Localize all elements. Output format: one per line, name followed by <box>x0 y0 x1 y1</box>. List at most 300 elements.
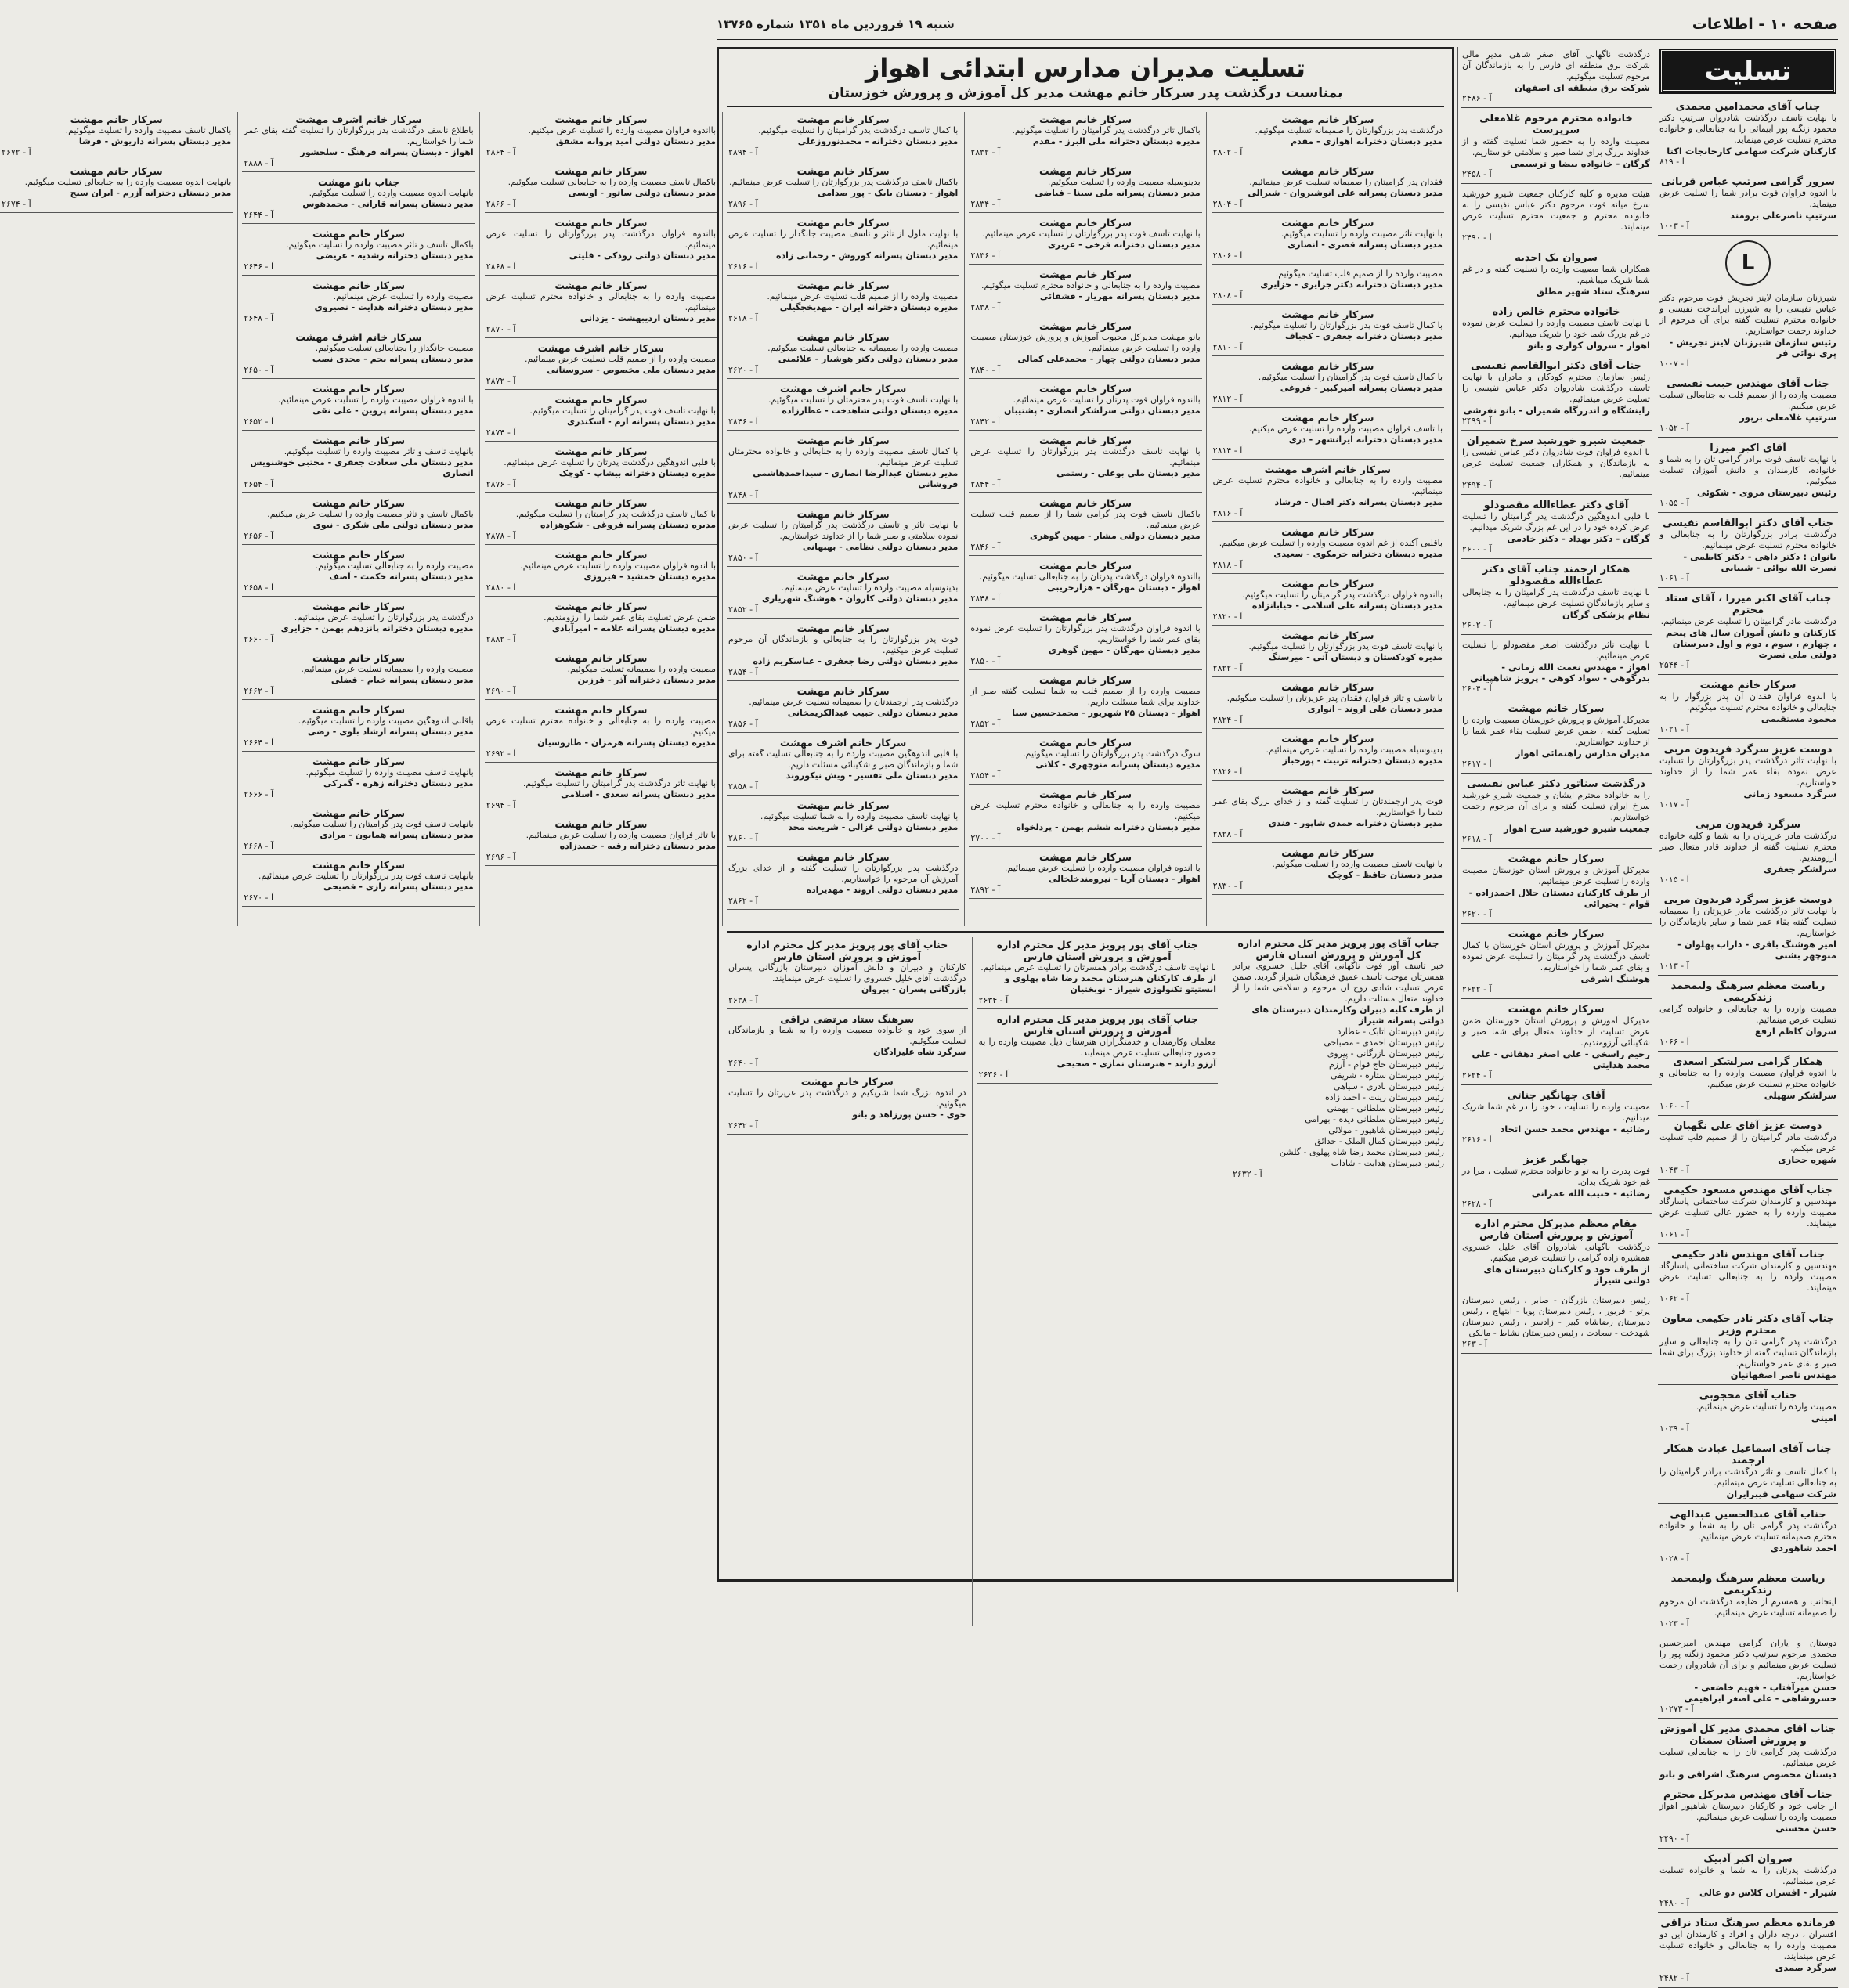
condolence-entry <box>727 330 959 379</box>
principal-list-line: رئیس دبیرستان احمدی - مصباحی <box>1324 1037 1444 1048</box>
notice-title: سرکار خانم مهشت <box>796 799 890 811</box>
notice-title: جناب آقای مهندس نادر حکیمی <box>1671 1249 1825 1261</box>
notice-signature: مدیر دبستان دخترانه ششم بهمن - پردلخواه <box>1016 822 1201 832</box>
notice-signature: دبستان مخصوص سرهنگ اشراقی و بانو <box>1659 1769 1836 1780</box>
notice-body: درگذشت پدر گرامی تان را به شما و خانواده محترم صمیمانه تسلیت عرض مینمائیم. <box>1659 1521 1836 1542</box>
condolence-entry <box>242 702 475 752</box>
issue-date: شنبه ۱۹ فروردین ماه ۱۳۵۱ شماره ۱۳۷۶۵ <box>717 17 955 31</box>
notice-body: باکمال تاسف مصیبت وارده را به جنابعالی تسلیت میگوئیم. <box>507 177 717 187</box>
notice <box>1461 1216 1652 1290</box>
condolence-entry <box>242 547 475 597</box>
condolence-entry <box>1212 462 1444 522</box>
notice-body: با کمال تاسف درگذشت پدر گرامیتان را تسلیت میگوئیم. <box>515 509 717 519</box>
notice-body: بااندوه فراوان درگذشت پدر گرامیتان را تسلیت میگوئیم. <box>1242 590 1443 600</box>
notice-body: با نهایت تاثر درگذشت پدر گرامیتان را تسلیت میگوئیم. <box>522 778 717 788</box>
notice-signature: سرگرد صمدی <box>1775 1962 1836 1973</box>
condolence-entry <box>969 850 1201 899</box>
notice-code: آ - ۲۴۸۶ <box>1462 93 1492 103</box>
notice-signature: اهواز - سروان کواری و بانو <box>1527 340 1650 351</box>
condolence-entry <box>727 937 968 1009</box>
condolence-entry <box>485 164 717 213</box>
notice-body: باکمال تاسف درگذشت پدر بزرگوارتان را تسلیت عرض مینمائیم. <box>729 177 959 187</box>
notice-body: مصیبت وارده را به جنابعالی و خانواده محترم تسلیت عرض میکنیم. <box>486 716 717 737</box>
notice-body: مصیبت وارده را به حضور شما تسلیت گفته و از خداوند بزرگ برای شما صبر و سلامتی خواستاریم. <box>1462 136 1650 157</box>
notice <box>1461 186 1652 247</box>
notice <box>1658 892 1838 976</box>
notice-title: سرکار خانم مهشت <box>312 807 406 819</box>
notice-code: آ - ۲۸۰۸ <box>1212 290 1243 301</box>
notice-body: درگذشت پدر بزرگوارتان را صمیمانه تسلیت میگوئیم. <box>1255 125 1443 135</box>
notice-code: آ - ۲۶۶۸ <box>244 841 274 851</box>
notice-title: سرکار خانم مهشت <box>796 571 890 583</box>
notice-title: سرکار خانم مهشت <box>1038 114 1132 125</box>
notice-title: جناب آقای پور پرویز مدیر کل محترم اداره آموزش و پرورش استان فارس <box>996 1013 1198 1037</box>
notice-title: جناب آقای دکتر ابوالقاسم نفیسی <box>1470 360 1642 372</box>
condolence-entry <box>969 496 1201 556</box>
lions-club-emblem-icon: L <box>1725 240 1771 286</box>
notice-code: آ - ۲۶۱۶ <box>728 262 758 272</box>
notice-code: آ - ۲۶۰۲ <box>1462 620 1492 630</box>
condolence-entry <box>485 392 717 442</box>
notice-title: سرکار خانم اشرف مهشت <box>537 342 664 354</box>
notice-signature: مدیر دبستان دخترانه هدایت - نصیروی <box>314 302 474 312</box>
notice-signature: کارکنان شرکت سهامی کارخانجات اکتا <box>1667 146 1836 157</box>
notice-title: سرکار خانم مهشت <box>1508 703 1605 715</box>
notice-body: بانو مهشت مدیرکل محبوب آموزش و پرورش خوزستان مصیبت وارده را تسلیت عرض مینمائیم. <box>970 332 1201 353</box>
notice-body: درگذشت مادر گرامیتان را تسلیت عرض مینمائیم. <box>1660 616 1836 626</box>
notice-signature: مدیره دبستان دخترانه ملی البرز - مقدم <box>1032 136 1201 146</box>
condolence-entry <box>727 433 959 504</box>
notice-signature: هوشنگ اشرفی <box>1580 973 1650 984</box>
notice-code: آ - ۲۶۱۸ <box>728 313 758 323</box>
notice-signature: اهواز - دبستان بابک - پور صدامی <box>818 188 959 198</box>
notice-body: بااندوه فراوان درگذشت پدر بزرگوارتان را تسلیت عرض مینمائیم. <box>486 229 717 250</box>
notice-body: با نهایت ملول از تاثر و تاسف مصیبت جانگداز را تسلیت عرض مینمائیم. <box>728 229 959 250</box>
notice-body: مصیبت وارده را به جنابعالی و خانواده گرامی تسلیت عرض مینمائیم. <box>1659 1004 1836 1025</box>
notice-body: درگذشت پدرتان را به شما و خانواده تسلیت عرض مینمائیم. <box>1659 1865 1836 1886</box>
condolence-entry <box>727 112 959 161</box>
notice-signature: مدیره دبستان دخترانه خرمکوی - سعیدی <box>1273 549 1443 559</box>
notice-signature: کارکنان و دانش آموزان سال های پنجم ، چهارم ، سوم ، دوم و اول دبیرستان دولتی ملی نصرت <box>1665 627 1836 660</box>
condolence-entry <box>727 215 959 276</box>
notice-code: آ - ۱۰۲۱ <box>1659 724 1689 734</box>
notice-body: با نهایت تاسف درگذشت پدر گرامیتان را به جنابعالی و سایر بازماندگان تسلیت عرض مینمائیم. <box>1462 587 1650 608</box>
notice-signature: حسن محسنی <box>1775 1823 1836 1834</box>
notice-title: سرکار خانم اشرف مهشت <box>780 737 907 749</box>
notice-title: سرکار خانم مهشت <box>312 704 406 716</box>
notice-signature: مدیر دبستان ملی بوعلی - رستمی <box>1056 468 1201 478</box>
condolence-entry <box>1212 164 1444 213</box>
condolence-entry <box>0 164 233 213</box>
notice-body: مصیبت وارده را صمیمانه تسلیت میگوئیم. <box>567 664 717 674</box>
notice-signature: سرلشکر سهیلی <box>1764 1090 1836 1101</box>
notice-body: با نهایت تاسف فوت پدر بزرگوارتان را تسلیت عرض مینمائیم. <box>982 229 1201 239</box>
notice-code: آ - ۱۰۱۷ <box>1659 799 1689 810</box>
notice-title: سرکار خانم مهشت <box>800 1076 894 1088</box>
notice-signature: مدیر دبستان دولتی امید پروانه مشفق <box>555 136 717 146</box>
notice-body: با نهایت تاسف فوت پدر بزرگوارتان را تسلیت میگوئیم. <box>1248 641 1443 651</box>
notice-body: با نهایت تاسف مصیبت وارده را به شما تسلیت میگوئیم. <box>760 811 959 821</box>
notice-title: سرکار خانم اشرف مهشت <box>295 331 422 343</box>
notice-title: سرکار خانم مهشت <box>796 165 890 177</box>
condolence-entry <box>242 226 475 276</box>
condolence-entry <box>727 798 959 847</box>
notice-title: سرکار خانم مهشت <box>796 331 890 343</box>
condolence-entry <box>1212 628 1444 677</box>
notice-code: آ - ۲۴۹۰ <box>1659 1834 1689 1844</box>
middle-column <box>1461 47 1652 1592</box>
notice-title: سرکار خانم مهشت <box>1508 1004 1605 1016</box>
condolence-entry <box>727 569 959 619</box>
notice-body: رئیس دبیرستان بازرگان - صابر ، رئیس دبیرستان پرتو - فریور ، رئیس دبیرستان پویا - ابتهاج ، رئیس دبیرستان رضاشاه کبیر - زادسر ، رئیس دبیرستان شهدخت - سعادت ، رئیس دبیرستان نشاط - مالکی <box>1462 1295 1650 1338</box>
notice-signature: مدیر دبستان دولتی حبیب عبدالکریمخانی <box>787 708 959 718</box>
notice-signature: مدیر دبستان دولتی چهار - محمدعلی کمالی <box>1017 354 1201 364</box>
notice-title: جناب آقای پور پرویز مدیر کل محترم اداره آموزش و پرورش استان فارس <box>746 939 948 962</box>
notice-code: آ - ۲۴۹۹ <box>1462 416 1492 426</box>
entries-grid <box>2 112 1444 926</box>
notice-signature: سرهنگ ستاد شهیر مطلق <box>1536 286 1650 297</box>
notice-title: دوست عزیز سرگرد فریدون مربی <box>1663 894 1833 906</box>
notice-title: سرکار خانم مهشت <box>312 228 406 240</box>
notice-title: جناب آقای مهندس مسعود حکیمی <box>1663 1185 1833 1196</box>
notice-body: مصیبت وارده را صمیمانه به جنابعالی تسلیت میگوئیم. <box>767 343 959 353</box>
condolence-entry <box>969 319 1201 379</box>
notice-code: آ - ۲۶۵۶ <box>244 531 274 541</box>
notice-code: آ - ۲۸۴۸ <box>970 594 1001 604</box>
notice-code: آ - ۲۸۶۴ <box>486 147 516 157</box>
notice-code: آ - ۲۶۵۸ <box>244 583 274 593</box>
notice-code: آ - ۱۰۵۵ <box>1659 498 1689 508</box>
notice-code: آ - ۲۶۲۸ <box>1462 1199 1492 1209</box>
notice-body: هیئت مدیره و کلیه کارکنان جمعیت شیرو خورشید سرخ میانه فوت مرحوم دکتر عباس نفیسی را به خانواده محترم و جمعیت محترم تسلیت عرض مینمایند. <box>1462 189 1650 232</box>
notice-title: جهانگیر عزیز <box>1523 1154 1589 1166</box>
condolence-entry <box>485 765 717 814</box>
notice <box>1658 376 1838 438</box>
notice-body: بانهایت تاسف فوت پدر بزرگوارتان را تسلیت عرض مینمائیم. <box>258 871 474 881</box>
notice-code: آ - ۲۸۹۶ <box>728 199 758 209</box>
notice-code: آ - ۲۸۳۰ <box>1212 881 1243 891</box>
condolence-entry <box>1212 307 1444 356</box>
notice-body: باکمال تاسف و تاثر مصیبت وارده را تسلیت میگوئیم. <box>286 240 474 250</box>
notice-signature: مدیر دبستان دخترانه آذر - فرزین <box>577 675 717 685</box>
condolence-entry <box>485 215 717 276</box>
notice-code: آ - ۲۶۹۴ <box>486 800 516 810</box>
notice-signature: مدیر دبستان پسرانه حکمت - آصف <box>329 572 474 582</box>
notice-title: سرکار خانم مهشت <box>1699 680 1797 691</box>
notice-title: سرهنگ ستاد مرتضی نراقی <box>780 1013 915 1025</box>
notice-signature: مدیره دبستان دخترانه ایران - مهدیخجگیلی <box>779 302 959 312</box>
notice-body: فوت پدر بزرگوارتان را به جنابعالی و بازماندگان آن مرحوم تسلیت عرض میکنیم. <box>728 634 959 655</box>
notice-signature: مدیر دبستان ملی مخصوص - سروستانی <box>547 365 717 375</box>
notice-signature: مدیر دبستان دخترانه حمدی شاپور - قندی <box>1268 818 1443 828</box>
notice-title: مقام معظم مدیرکل محترم اداره آموزش و پرورش استان فارس <box>1475 1218 1638 1242</box>
notice-body: با نهایت تاثر درگذشت اصغر مقصودلو را تسلیت عرض مینمائیم. <box>1462 640 1650 661</box>
notice-code: آ - ۱۰۰۷ <box>1659 359 1689 369</box>
notice-title: جناب آقای پور پرویز مدیر کل محترم اداره آموزش و پرورش استان فارس <box>996 939 1198 962</box>
notice-signature: مدیر دبستان حافظ - کوچک <box>1327 870 1443 880</box>
notice-signature: مدیره دبستان پسرانه منوچهری - کلانی <box>1035 759 1201 770</box>
notice-code: آ - ۱۰۳۹ <box>1659 1423 1689 1434</box>
notice-signature: مدیر دبستان دخترانه - محمدنوروزعلی <box>797 136 959 146</box>
notice-title: سرکار خانم مهشت <box>1281 785 1374 796</box>
notice-body: با تاسف و تاثر فراوان فقدان پدر عزیزتان را تسلیت میگوئیم. <box>1226 693 1443 703</box>
notice-signature: مدیر دبستان دخترانه رقیه - حمیدزاده <box>559 841 717 851</box>
condolence-entry <box>969 433 1201 493</box>
notice <box>1461 1001 1652 1085</box>
notice <box>1461 1152 1652 1214</box>
condolence-entry <box>485 651 717 700</box>
notice-title: سرکار خانم مهشت <box>554 704 648 716</box>
notice-title: سرکار خانم مهشت <box>1038 165 1132 177</box>
notice-body: باطلاع ناسف درگذشت پدر بزرگوارتان را تسلیت گفته بقای عمر شما را خواستاریم. <box>244 125 474 146</box>
notice-code: آ - ۲۸۳۶ <box>970 251 1001 261</box>
notice-title: جناب آقای محمدامین محمدی <box>1675 101 1821 113</box>
notice-title: سرکار خانم مهشت <box>1281 526 1374 538</box>
notice-signature: بانوان : دکتر داهی - دکتر کاظمی - نصرت الله نوائی - شیبانی <box>1683 551 1836 573</box>
notice-title: آقای دکتر عطاءالله مقصودلو <box>1483 500 1629 511</box>
notice-signature: سرلشکر جعفری <box>1763 864 1836 875</box>
notice-title: سرکار خانم مهشت <box>554 114 648 125</box>
notice-title: سرکار خانم مهشت <box>554 217 648 229</box>
notice-title: سرکار خانم مهشت <box>1038 497 1132 509</box>
condolence-entry <box>485 817 717 866</box>
notice-body: افسران ، درجه داران و افراد و کارمندان این دو مصیبت وارده را به جنابعالی و خانواده تسلیت عرض مینمایند. <box>1659 1929 1836 1961</box>
notice-title: سرکار خانم مهشت <box>554 497 648 509</box>
notice-title: سرکار خانم مهشت <box>1038 320 1132 332</box>
notice-code: آ - ۱۰۶۱ <box>1659 1229 1689 1239</box>
notice-title: سرکار خانم مهشت <box>1281 578 1374 590</box>
notice-title: سرکار خانم مهشت <box>312 756 406 767</box>
notice-code: آ - ۲۸۲۰ <box>1212 612 1243 622</box>
notice-body: باکمال تاثر درگذشت پدر گرامیتان را تسلیت میگوئیم. <box>1012 125 1201 135</box>
notice-body: با کمال تاسف درگذشت پدر گرامیتان را تسلیت میگوئیم. <box>758 125 959 135</box>
notice-signature: مدیر دبستان ملی تفسیر - ویش نیکوروند <box>785 770 959 781</box>
notice-signature: مدیر دبستان دولتی سرلشکر انصاری - پشتیبان <box>1003 406 1201 416</box>
notice-code: آ - ۱۰۶۲ <box>1659 1293 1689 1304</box>
middle-notice-list <box>1461 47 1652 1354</box>
notice-body: با نهایت تاسف مصیبت وارده را تسلیت میگوئیم. <box>1272 859 1443 869</box>
lower-notice-list <box>727 937 1218 1626</box>
notice-code: آ - ۲۸۵۲ <box>970 719 1001 729</box>
condolence-entry <box>969 787 1201 847</box>
notice <box>1461 1088 1652 1149</box>
notice <box>1461 304 1652 355</box>
notice-body: مصیبت وارده را از صمیم قلب تسلیت میگوئیم. <box>1275 269 1443 279</box>
notice <box>1658 1721 1838 1784</box>
notice-body: با نهایت تاسف مصیبت وارده را تسلیت عرض نموده در غم بزرگ شما خود را شریک میدانیم. <box>1462 318 1650 339</box>
notice-code: آ - ۲۴۸۲ <box>1659 1973 1689 1983</box>
condolence-entry <box>242 857 475 907</box>
principal-list-line: رئیس دبیرستان نادری - سیاهی <box>1333 1081 1444 1091</box>
notice-code: آ - ۲۸۴۸ <box>728 490 758 500</box>
notice-signature: نظام پزشکی گرگان <box>1562 609 1650 620</box>
notice-signature: امیر هوشنگ باقری - داراب پهلوان - منوچهر بشنی <box>1677 939 1836 961</box>
notice-code: آ - ۲۶۴۴ <box>244 210 274 220</box>
notice-signature: محمود مستقیمی <box>1761 713 1836 724</box>
notice-body: با نهایت تاثر درگذشت پدر بزرگوارتان را تسلیت عرض نموده بقاء عمر شما را از خداوند خواستاریم. <box>1659 756 1836 788</box>
principal-list-line: رئیس دبیرستان سلطانی دیده - بهرامی <box>1305 1114 1444 1124</box>
notice-code: آ - ۲۸۵۴ <box>728 667 758 677</box>
condolence-entry <box>485 278 717 338</box>
condolence-entry <box>1212 680 1444 729</box>
notice-body: دوستان و یاران گرامی مهندس امیرحسین محمدی مرحوم سرتیپ دکتر محمود زنگنه پور را تسلیت عرض مینمائیم و برای آن شادروان رحمت خواستاریم. <box>1659 1638 1836 1681</box>
notice-body: مصیبت وارده را تسلیت ، خود را در غم شما شریک میدانیم. <box>1462 1102 1650 1123</box>
condolence-entry <box>1212 267 1444 305</box>
condolence-entry <box>727 507 959 567</box>
condolence-entry <box>1212 215 1444 265</box>
condolence-entry <box>485 496 717 545</box>
notice-code: آ - ۲۸۷۰ <box>486 324 516 334</box>
notice-signature: مدیر دبستان دخترانه زهره - گمرکی <box>323 778 474 788</box>
notice-body: با تاثر فراوان مصیبت وارده را تسلیت عرض مینمائیم. <box>525 830 717 840</box>
notice-title: سرکار خانم مهشت <box>312 652 406 664</box>
notice-title: سرکار خانم مهشت <box>796 280 890 291</box>
notice-body: با قلبی اندوهگین درگذشت پدرتان را تسلیت عرض مینمائیم. <box>504 457 717 467</box>
notice-signature: مدیره دبستان دخترانه بیشاپ - کوچک <box>558 468 717 478</box>
column-rule <box>1457 47 1458 1592</box>
notice-code: آ - ۱۰۱۵ <box>1659 875 1689 885</box>
notice-signature: رئیس دبیرستان مروی - شکوئی <box>1696 487 1836 498</box>
condolence-entry <box>242 806 475 855</box>
notice-code: آ - ۲۶۱۷ <box>1462 759 1492 769</box>
notice-body: مصیبت وارده را تسلیت عرض مینمائیم. <box>1696 1402 1836 1412</box>
notice-body: درگذشت پدر بزرگوارتان را تسلیت عرض مینمائیم. <box>294 612 474 622</box>
notice-title: سرکار خانم مهشت <box>1038 217 1132 229</box>
notice-signature: مدیران مدارس راهنمائی اهواز <box>1515 748 1650 759</box>
notice-code: آ - ۲۴۹۴ <box>1462 480 1492 490</box>
notice-body: ضمن عرض تسلیت بقای عمر شما را آرزومندیم. <box>544 612 717 622</box>
notice <box>1461 926 1652 999</box>
notice-signature: رحیم راسخی - علی اصغر دهقانی - علی محمد هدایتی <box>1472 1048 1650 1070</box>
notice-title: سرکار خانم مهشت <box>1038 269 1132 280</box>
notice-body: کارکنان و دبیران و دانش آموزان دبیرستان بازرگانی پسران درگذشت آقای خلیل خسروی را تسلیت عرض مینمایند. <box>728 962 966 983</box>
notice-body: با اندوه فراوان مصیبت وارده را تسلیت عرض مینمائیم. <box>520 561 717 571</box>
notice-signature: مدیر دبستان دخترانه جعفری - کجباف <box>1284 331 1443 341</box>
condolence-entry <box>969 215 1201 265</box>
notice-body: با اندوه فراوان مصیبت وارده را به جنابعالی و خانواده محترم تسلیت عرض میکنیم. <box>1659 1068 1836 1089</box>
notice-signature: مدیر دبستان پسرانه علی اسلامی - خیابانزاده <box>1251 601 1443 611</box>
condolence-entry <box>969 610 1201 670</box>
condolence-entry <box>242 112 475 172</box>
condolence-entry <box>242 433 475 493</box>
notice-body: با نهایت تاثر درگذشت مادر عزیزتان را صمیمانه تسلیت گفته بقاء عمر شما و سایر بازماندگان را خواستاریم. <box>1659 906 1836 938</box>
notice-title: سرور گرامی سرتیپ عباس قربانی <box>1660 176 1836 188</box>
notice-body: با اندوه فراوان فوت برادر شما را تسلیت عرض مینماید. <box>1659 188 1836 209</box>
condolence-entry <box>727 1074 968 1135</box>
notice <box>1658 677 1838 739</box>
notice-body: بانهایت تاسف مصیبت وارده را تسلیت میگوئیم. <box>305 767 474 778</box>
notice-body: با کمال تاسف فوت پدر گرامیتان را تسلیت میگوئیم. <box>1258 372 1443 382</box>
notice-signature: مدیر دبستان اردیبهشت - یزدانی <box>580 313 717 323</box>
page-header <box>717 11 1838 40</box>
notice-signature: شرکت برق منطقه ای اصفهان <box>1515 82 1650 93</box>
notice-code: آ - ۲۸۰۴ <box>1212 199 1243 209</box>
notice-signature: حسن میرآفتاب - فهیم خاضعی - خسروشاهی - علی اصغر ابراهیمی <box>1684 1682 1836 1704</box>
notice-code: آ - ۸۱۹ <box>1659 157 1685 167</box>
notice-title: سرکار خانم مهشت <box>554 446 648 457</box>
notice-signature: مدیر دبستان دخترانه فرخی - عزیزی <box>1047 240 1201 250</box>
notice-title: سرکار خانم مهشت <box>796 685 890 697</box>
notice-code: آ - ۲۶۷۲ <box>2 147 31 157</box>
notice-signature: سرتیپ ناصرعلی برومند <box>1730 210 1836 221</box>
notice-title: سرکار خانم مهشت <box>1281 847 1374 859</box>
notice-signature: سرگرد شاه علیزادگان <box>873 1047 966 1057</box>
notice-title: سرکار خانم مهشت <box>1281 412 1374 424</box>
notice-code: آ - ۱۰۲۷۳ <box>1659 1704 1694 1714</box>
condolence-entry <box>242 381 475 431</box>
notice-code: آ - ۲۸۵۲ <box>728 604 758 615</box>
notice-body: فوت پدرت را به تو و خانواده محترم تسلیت ، مرا در غم خود شریک بدان. <box>1462 1166 1650 1187</box>
notice-signature: رئیس سازمان شیرزنان لاینز تجریش - پری نوائی فر <box>1669 337 1836 359</box>
notice-code: آ - ۲۸۵۴ <box>970 770 1001 781</box>
notice-title: جناب آقای اسماعیل عبادت همکار ارجمند <box>1664 1443 1832 1467</box>
notice-body: با کمال تاسف فوت پدر بزرگوارتان را تسلیت میگوئیم. <box>1250 320 1443 330</box>
notice-title: سرکار خانم مهشت <box>796 851 890 863</box>
notice-code: آ - ۲۶۷۰ <box>244 893 274 903</box>
notice-body: معلمان وکارمندان و خدمتگزاران هنرستان ذیل مصیبت وارده را به حضور جنابعالی تسلیت عرض مینمایند. <box>978 1037 1216 1058</box>
notice <box>1658 817 1838 889</box>
notice-signature: مدیر دبستان پسرانه دکتر اقبال - فرشاد <box>1274 497 1443 507</box>
principal-list-line: رئیس دبیرستان حاج قوام - آرزم <box>1328 1059 1444 1070</box>
notice <box>1461 110 1652 184</box>
condolence-entry <box>727 684 959 733</box>
condolence-entry <box>727 621 959 681</box>
notice-signature: مدیر دبستان پسرانه ملی سینا - فیاضی <box>1035 188 1201 198</box>
notice-body: با نهایت تاثر و تاسف درگذشت پدر گرامیتان را تسلیت عرض نموده سلامتی و صبر شما را از خداوند خواستاریم. <box>728 520 959 541</box>
notice <box>1658 1506 1838 1568</box>
notice <box>1658 99 1838 171</box>
notice <box>1658 174 1838 236</box>
notice-body: را به خانواده محترم ایشان و جمعیت شیرو خورشید سرخ ایران تسلیت گفته و برای آن مرحوم رحمت خواستاریم. <box>1462 790 1650 822</box>
notice-signature: از طرف کارکنان هنرستان محمد رضا شاه پهلوی و انستیتو تکنولوژی شیراز - نوبختیان <box>1004 973 1216 994</box>
notice-body: با تاسف فراوان مصیبت وارده را تسلیت عرض میکنیم. <box>1248 424 1443 434</box>
principals-condolence-box <box>2 47 1454 1582</box>
notice <box>1658 515 1838 588</box>
notice-code: آ - ۱۰۱۳ <box>1659 961 1689 971</box>
notice-title: خانواده محترم مرحوم غلامعلی سرپرست <box>1479 113 1633 136</box>
notice-signature: خوی - حسن پورزاهد و بانو <box>852 1109 966 1120</box>
notice-body: مصیبت وارده را به جنابعالی و خانواده محترم تسلیت عرض میکنیم. <box>970 800 1201 821</box>
condolence-entry <box>969 673 1201 733</box>
notice-title: سرکار خانم مهشت <box>554 280 648 291</box>
notice-signature: از طرف کارکنان دبستان جلال احمدزاده - قوام - بحیرائی <box>1468 887 1650 909</box>
notice-signature: زاینشگاه و اندرزگاه شمیران - بانو نفرشی <box>1463 405 1650 416</box>
notice-body: مصیبت وارده را تسلیت عرض مینمائیم. <box>333 291 474 301</box>
notice-code: آ - ۲۸۲۶ <box>1212 767 1243 777</box>
condolence-entry <box>485 599 717 648</box>
notice-code: آ - ۲۸۰۶ <box>1212 251 1243 261</box>
notice-signature: احمد شاهوردی <box>1770 1542 1836 1553</box>
notice-signature: مدیر دبستان دولتی رضا جعفری - عباسکریم زاده <box>753 656 959 666</box>
notice-body: مصیبت وارده را به جنابعالی و خانواده محترم تسلیت عرض مینمائیم. <box>1212 475 1443 496</box>
notice-title: سرکار خانم مهشت <box>312 549 406 561</box>
notice-body: با کمال تاسف و تاثر درگذشت برادر گرامیتان را به جنابعالی تسلیت عرض مینمائیم. <box>1659 1467 1836 1488</box>
notice-code: آ - ۲۶۶۶ <box>244 789 274 799</box>
notice-code: آ - ۲۶۳۶ <box>978 1070 1009 1080</box>
notice-signature: مدیر دبستان پسرانه داریوش - فرشا <box>78 136 232 146</box>
notice <box>1658 1387 1838 1438</box>
condolence-entry <box>727 850 959 910</box>
notice-title: جناب آقای اکبر میرزا ، آقای ستاد محترم <box>1664 593 1832 616</box>
notice-signature: مدیر دبستان پسرانه قصری - انصاری <box>1287 240 1443 250</box>
notice-signature: اهواز - دبستان ۲۵ شهریور - محمدحسین سنا <box>1012 708 1201 718</box>
notice-signature: سرگرد مسعود زمانی <box>1743 788 1836 799</box>
notice-code: آ - ۲۸۴۶ <box>970 542 1001 552</box>
notice-title: سرکار خانم مهشت <box>554 165 648 177</box>
condolence-entry <box>485 444 717 493</box>
notice <box>1658 1851 1838 1913</box>
notice-title: سرکار خانم مهشت <box>1038 435 1132 446</box>
